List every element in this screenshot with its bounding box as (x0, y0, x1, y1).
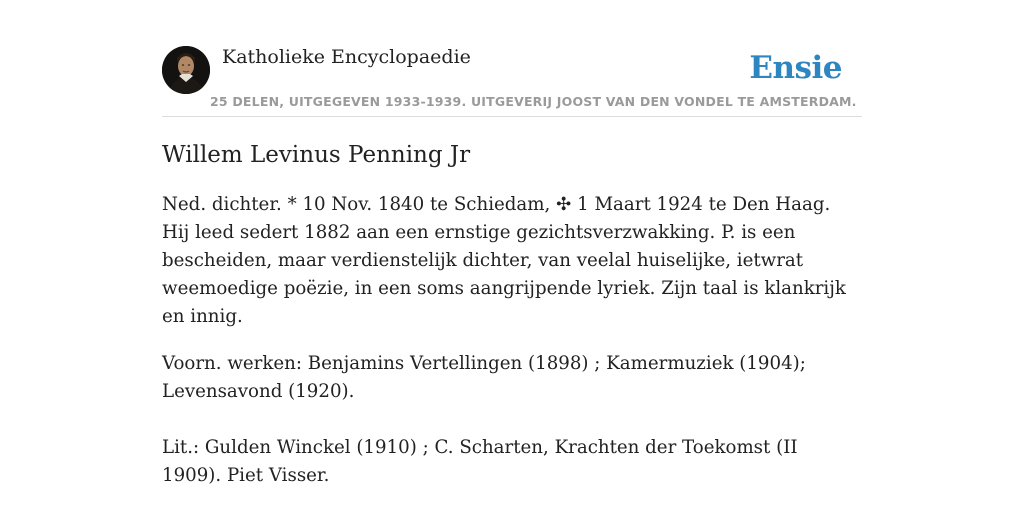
entry-paragraph: Lit.: Gulden Winckel (1910) ; C. Scharten, Krachten der Toekomst (II 1909). Piet Visser. (162, 437, 798, 486)
page-title: Willem Levinus Penning Jr (162, 142, 471, 168)
avatar[interactable] (162, 46, 210, 94)
entry-content (162, 136, 862, 490)
entry-paragraph: Voorn. werken: Benjamins Vertellingen (1898) ; Kamermuziek (1904); Levensavond (1920). (162, 353, 806, 402)
source-header (162, 44, 862, 117)
portrait-icon (162, 46, 210, 94)
source-meta: 25 DELEN, UITGEGEVEN 1933-1939. UITGEVERIJ JOOST VAN DEN VONDEL TE AMSTERDAM. (210, 94, 857, 109)
entry-paragraph: Ned. dichter. * 10 Nov. 1840 te Schiedam, ✣ 1 Maart 1924 te Den Haag. Hij leed sedert 1882 aan een ernstige gezichtsverzwakking. P. is een bescheiden, maar verdienstelijk dichter, van veelal huiselijke, ietwrat weemoedige poëzie, in een soms aangrijpende lyriek. Zijn taal is klankrijk en innig. (162, 194, 846, 327)
brand-logo[interactable]: Ensie (749, 50, 842, 86)
source-title[interactable]: Katholieke Encyclopaedie (222, 46, 471, 68)
